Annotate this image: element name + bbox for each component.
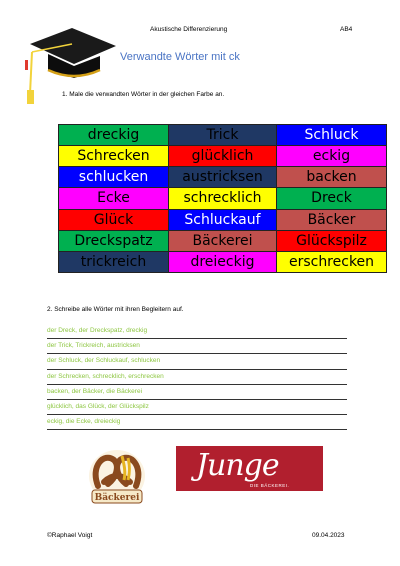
- footer-author: ©Raphael Voigt: [47, 532, 93, 539]
- word-cell: Ecke: [59, 188, 169, 209]
- answer-line: der Schluck, der Schluckauf, schlucken: [47, 354, 347, 369]
- baeckerei-pretzel-logo: [84, 446, 150, 508]
- word-cell: Schluckauf: [169, 210, 277, 231]
- worksheet-subtitle: Verwandte Wörter mit ck: [120, 51, 240, 63]
- junge-baeckerei-logo: [176, 446, 323, 491]
- sheet-label: AB4: [340, 26, 353, 33]
- word-cell: Dreckspatz: [59, 231, 169, 252]
- word-cell: Schluck: [277, 125, 387, 146]
- word-cell: Bäckerei: [169, 231, 277, 252]
- word-cell: Glück: [59, 210, 169, 231]
- word-cell: Trick: [169, 125, 277, 146]
- word-cell: Schrecken: [59, 146, 169, 167]
- word-cell: Dreck: [277, 188, 387, 209]
- answer-line: eckig, die Ecke, dreieckig: [47, 415, 347, 430]
- word-cell: trickreich: [59, 252, 169, 273]
- word-cell: dreckig: [59, 125, 169, 146]
- answer-line: glücklich, das Glück, der Glückspilz: [47, 400, 347, 415]
- answer-lines: [47, 324, 347, 430]
- word-cell: backen: [277, 167, 387, 188]
- word-cell: schrecklich: [169, 188, 277, 209]
- answer-line: backen, der Bäcker, die Bäckerei: [47, 385, 347, 400]
- logo-right-subtitle: DIE BÄCKEREI.: [250, 483, 290, 488]
- word-cell: glücklich: [169, 146, 277, 167]
- task-2-instruction: 2. Schreibe alle Wörter mit ihren Begleitern auf.: [47, 306, 184, 313]
- header-title: Akustische Differenzierung: [150, 26, 228, 33]
- footer-date: 09.04.2023: [312, 532, 345, 539]
- word-cell: dreieckig: [169, 252, 277, 273]
- word-cell: Bäcker: [277, 210, 387, 231]
- word-cell: austricksen: [169, 167, 277, 188]
- word-cell: eckig: [277, 146, 387, 167]
- logo-right-text: Junge: [196, 448, 279, 483]
- word-cell: erschrecken: [277, 252, 387, 273]
- task-1-instruction: 1. Male die verwandten Wörter in der gleichen Farbe an.: [62, 91, 225, 98]
- answer-line: der Trick, Trickreich, austricksen: [47, 339, 347, 354]
- answer-line: der Schrecken, schrecklich, erschrecken: [47, 370, 347, 385]
- word-cell: schlucken: [59, 167, 169, 188]
- answer-line: der Dreck, der Dreckspatz, dreckig: [47, 324, 347, 339]
- word-cell: Glückspilz: [277, 231, 387, 252]
- logo-left-text: Bäckerei: [94, 493, 140, 503]
- word-grid: [58, 124, 387, 273]
